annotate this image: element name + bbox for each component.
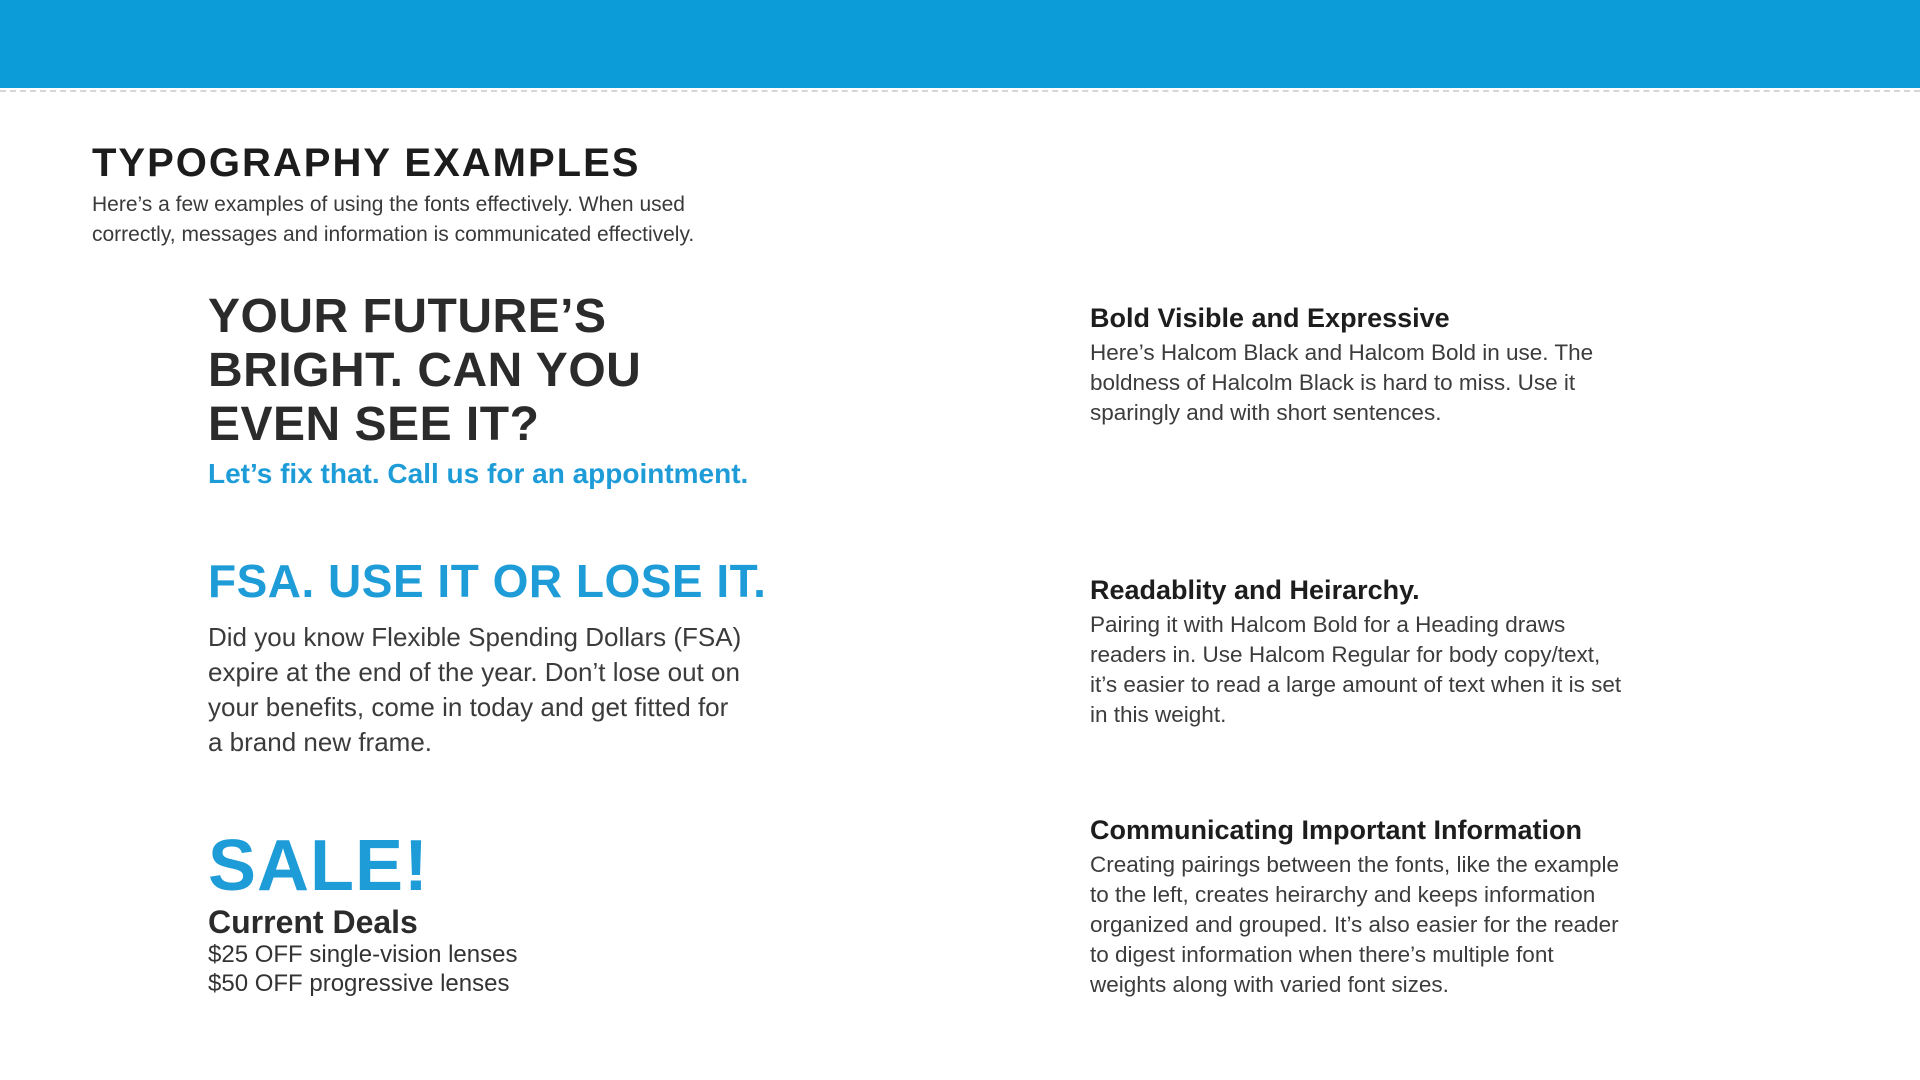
note-heading: Bold Visible and Expressive bbox=[1090, 303, 1450, 333]
note-body-line: Here’s Halcom Black and Halcom Bold in use. The bbox=[1090, 340, 1594, 365]
example-fsa-ad bbox=[208, 556, 848, 760]
note-body bbox=[1090, 338, 1730, 428]
example-sale-ad bbox=[208, 828, 768, 998]
note-body-line: Pairing it with Halcom Bold for a Heading draws bbox=[1090, 612, 1566, 637]
note-body-line: in this weight. bbox=[1090, 702, 1227, 727]
future-headline bbox=[208, 290, 848, 452]
note-body-line: boldness of Halcolm Black is hard to miss. Use it bbox=[1090, 370, 1576, 395]
note-body-line: it’s easier to read a large amount of text when it is set bbox=[1090, 672, 1622, 697]
note-body bbox=[1090, 850, 1730, 1000]
note-body-line: weights along with varied font sizes. bbox=[1090, 972, 1449, 997]
page-subtitle-line: Here’s a few examples of using the fonts effectively. When used bbox=[92, 193, 685, 216]
note-heading: Communicating Important Information bbox=[1090, 815, 1582, 845]
note-body-line: to digest information when there’s multiple font bbox=[1090, 942, 1554, 967]
note-readability-hierarchy bbox=[1090, 574, 1730, 730]
page-title: TYPOGRAPHY EXAMPLES bbox=[92, 141, 641, 185]
fsa-body-line: expire at the end of the year. Don’t lose out on bbox=[208, 657, 740, 687]
note-heading: Readablity and Heirarchy. bbox=[1090, 575, 1420, 605]
fsa-body-line: a brand new frame. bbox=[208, 727, 433, 757]
note-body-line: readers in. Use Halcom Regular for body copy/text, bbox=[1090, 642, 1601, 667]
sale-headline: SALE! bbox=[208, 826, 429, 906]
note-communicating-info bbox=[1090, 814, 1730, 1000]
sale-deal-line: $25 OFF single-vision lenses bbox=[208, 941, 518, 968]
fsa-body bbox=[208, 620, 848, 760]
note-body-line: organized and grouped. It’s also easier for the reader bbox=[1090, 912, 1619, 937]
fsa-body-line: your benefits, come in today and get fitted for bbox=[208, 692, 729, 722]
future-subline: Let’s fix that. Call us for an appointment. bbox=[208, 458, 749, 489]
fsa-body-line: Did you know Flexible Spending Dollars (FSA) bbox=[208, 622, 742, 652]
page-header bbox=[92, 140, 912, 250]
future-headline-line: YOUR FUTURE’S bbox=[208, 290, 607, 343]
fsa-headline: FSA. USE IT OR LOSE IT. bbox=[208, 555, 767, 607]
page-subtitle-line: correctly, messages and information is communicated effectively. bbox=[92, 223, 695, 246]
dashed-divider bbox=[0, 90, 1920, 92]
brand-color-bar bbox=[0, 0, 1920, 88]
example-future-ad bbox=[208, 290, 848, 490]
note-body-line: to the left, creates heirarchy and keeps information bbox=[1090, 882, 1596, 907]
note-bold-visible bbox=[1090, 302, 1730, 428]
sale-deal-line: $50 OFF progressive lenses bbox=[208, 970, 510, 997]
page-subtitle bbox=[92, 190, 912, 250]
note-body-line: sparingly and with short sentences. bbox=[1090, 400, 1442, 425]
future-headline-line: EVEN SEE IT? bbox=[208, 398, 540, 451]
note-body-line: Creating pairings between the fonts, like the example bbox=[1090, 852, 1620, 877]
sale-deals bbox=[208, 940, 768, 998]
future-headline-line: BRIGHT. CAN YOU bbox=[208, 344, 642, 397]
sale-subhead: Current Deals bbox=[208, 904, 418, 940]
note-body bbox=[1090, 610, 1730, 730]
